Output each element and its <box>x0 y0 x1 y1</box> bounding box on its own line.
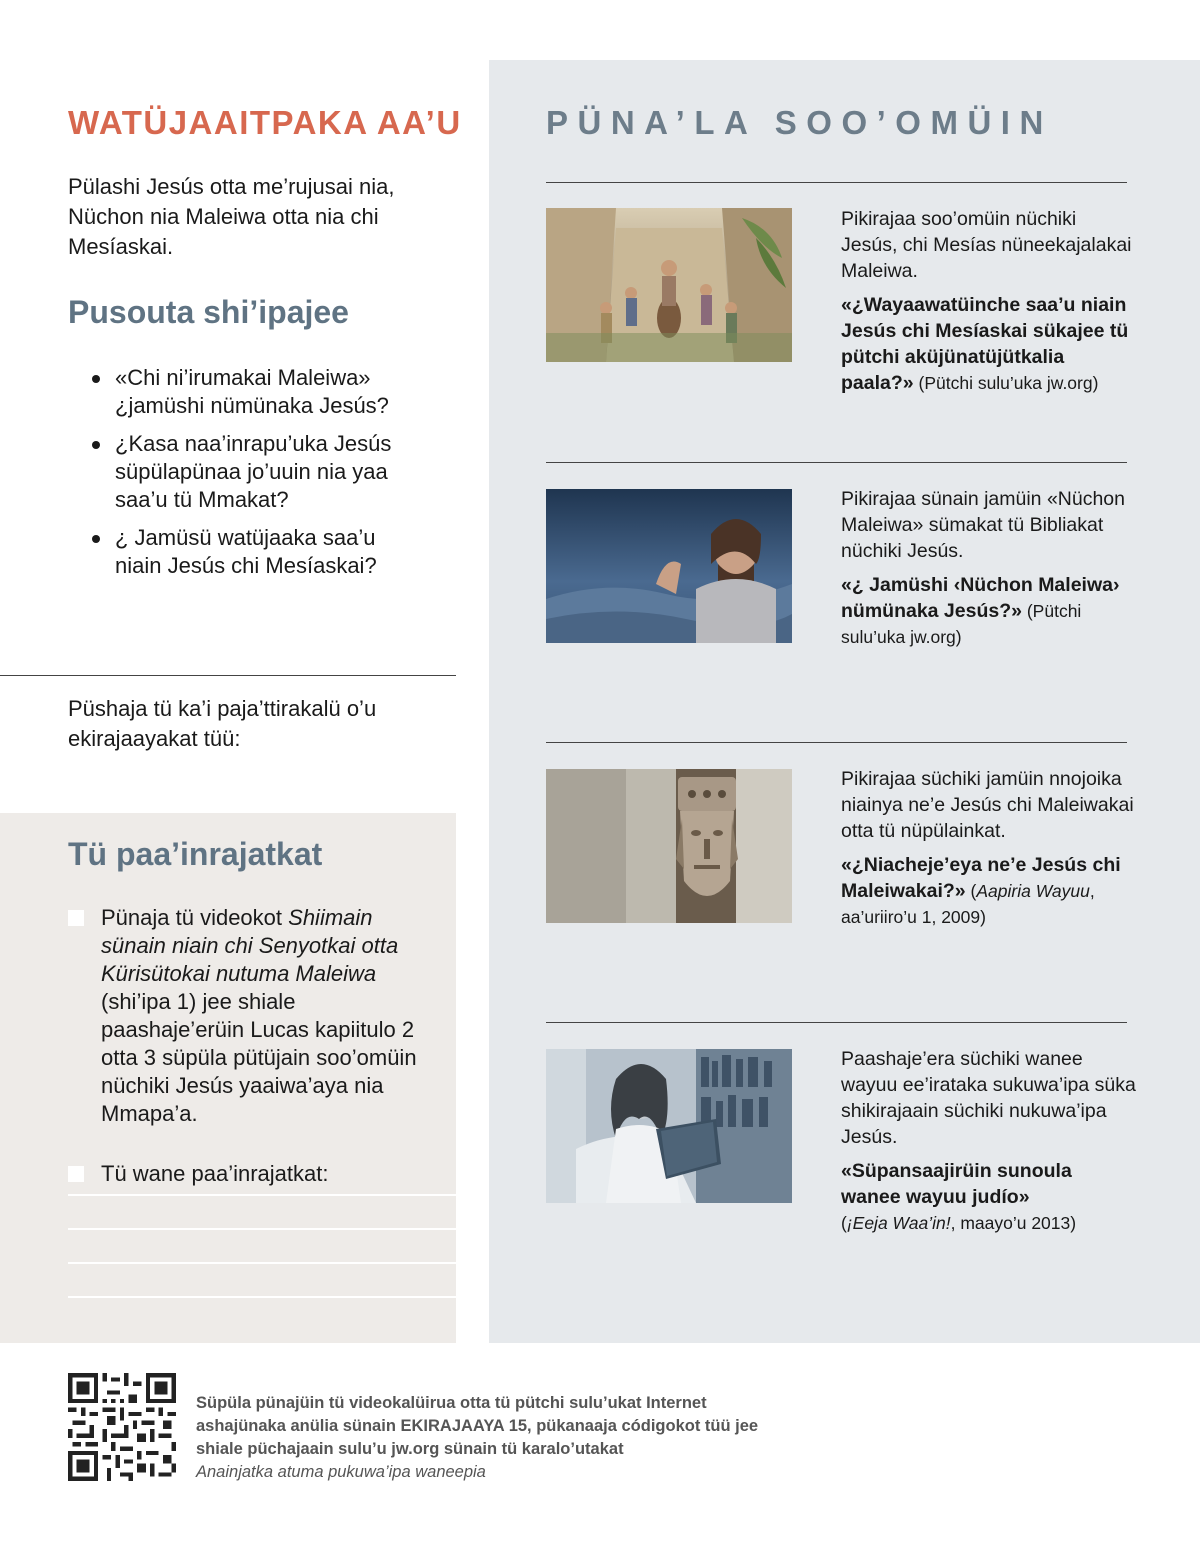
resource-source: (Pütchi sulu’uka jw.org) <box>913 373 1099 393</box>
resource-source-publication: ¡Eeja Waa’in! <box>846 1213 951 1233</box>
assignment-checkbox[interactable] <box>68 1166 84 1182</box>
resource-description: Pikirajaa süchiki jamüin nnojoika niainya ne’e Jesús chi Maleiwakai otta tü nüpülainkat. <box>841 768 1134 842</box>
photo-image <box>546 1049 792 1203</box>
summary-heading: WATÜJAAITPAKA AA’U <box>68 104 462 141</box>
review-question: ¿ Jamüsü watüjaaka saa’u niain Jesús chi Mesíaskai? <box>88 524 418 580</box>
resource-title-link[interactable]: «¿Wayaawatüinche saa’u niain Jesús chi Mesíaskai sükajee tü pütchi aküjünatüjütkalia paala?» <box>841 294 1129 394</box>
resource-description: Pikirajaa sünain jamüin «Nüchon Maleiwa» sümakat tü Bibliakat nüchiki Jesús. <box>841 488 1125 562</box>
illustration-image <box>546 208 792 362</box>
resource-source-publication: Aapiria Wayuu <box>976 881 1090 901</box>
jesus-praying-night-illustration[interactable] <box>546 489 792 643</box>
discover-more-heading: PÜNA’LA SOO’OMÜIN <box>546 104 1053 141</box>
resource-title-link[interactable]: «¿Niacheje’eya ne’e Jesús chi Maleiwakai?» <box>841 854 1121 902</box>
three-faced-trinity-carving-photo[interactable] <box>546 769 792 923</box>
resource-source: (Pütchi sulu’uka jw.org) <box>841 601 1082 647</box>
video-title: Shiimain sünain niain chi Senyotkai otta Kürisütokai nutuma Maleiwa <box>101 905 399 986</box>
divider <box>546 182 1127 183</box>
resource-source: , aa’uriiro’u 1, 2009) <box>841 881 1095 927</box>
task-prefix: Pünaja tü videokot <box>101 905 289 930</box>
resource-item: Paashaje’era süchiki wanee wayuu ee’irataka sukuwa’ipa süka shikirajaain süchiki nukuwa’ipa Jesús. «Süpansaajirüin sunoula wanee wayuu judío» (¡Eeja Waa’in!, maayo’u 2013) <box>841 1048 1136 1233</box>
review-question: ¿Kasa naa’inrapu’uka Jesús süpülapünaa jo’uuin nia yaa saa’u tü Mmakat? <box>88 430 418 514</box>
resource-title-link[interactable]: «Süpansaajirüin sunoula wanee wayuu judío» <box>841 1160 1072 1208</box>
review-heading: Pusouta shi’ipajee <box>68 294 349 330</box>
divider <box>546 1022 1127 1023</box>
write-line[interactable] <box>68 1296 456 1298</box>
resource-item <box>841 206 1136 396</box>
summary-text: Pülashi Jesús otta me’rujusai nia, Nüchon nia Maleiwa otta nia chi Mesíaskai. <box>68 174 395 259</box>
assignment-heading: Tü paa’inrajatkat <box>68 836 323 872</box>
other-assignment-label: Tü wane paa’inrajatkat: <box>101 1161 329 1186</box>
resource-item <box>841 486 1136 650</box>
illustration-image <box>546 489 792 643</box>
assignment-checkbox[interactable] <box>68 910 84 926</box>
jesus-entering-jerusalem-illustration[interactable] <box>546 208 792 362</box>
write-line[interactable] <box>68 1228 456 1230</box>
divider <box>546 742 1127 743</box>
task-suffix: (shi’ipa 1) jee shiale paashaje’erüin Lucas kapiitulo 2 otta 3 süpüla pütüjain soo’omüin nüchiki Jesús yaaiwa’aya nia Mmapa’a. <box>101 989 417 1126</box>
review-question: «Chi ni’irumakai Maleiwa» ¿jamüshi nümünaka Jesús? <box>88 364 418 420</box>
try-this-text: Püshaja tü ka’i paja’ttirakalü o’u ekirajaayakat tüü: <box>68 696 377 751</box>
photo-image <box>546 769 792 923</box>
footer-instructions: Süpüla pünajüin tü videokalüirua otta tü pütchi sulu’ukat Internet ashajünaka anülia sünain EKIRAJAAYA 15, pükanaaja códigokot tüü jee shiale püchajaain sulu’u jw.org sünain tü karalo’utakat <box>196 1394 759 1458</box>
assignment-other <box>68 1160 438 1188</box>
qr-code-graphic <box>68 1373 176 1481</box>
divider <box>546 462 1127 463</box>
resource-description: Paashaje’era süchiki wanee wayuu ee’irataka sukuwa’ipa süka shikirajaain süchiki nukuwa’ipa Jesús. <box>841 1048 1136 1148</box>
woman-reading-book-photo[interactable] <box>546 1049 792 1203</box>
assignment-list <box>68 904 438 1188</box>
footer-tagline: Anainjatka atuma pukuwa’ipa waneepia <box>196 1463 486 1481</box>
footer-text <box>196 1392 796 1484</box>
assignment-task <box>68 904 438 1128</box>
resource-title-link[interactable]: «¿ Jamüshi ‹Nüchon Maleiwa› nümünaka Jesús?» <box>841 574 1120 622</box>
write-line[interactable] <box>68 1194 456 1196</box>
qr-code-icon[interactable] <box>68 1373 176 1481</box>
write-line[interactable] <box>68 1262 456 1264</box>
resource-description: Pikirajaa soo’omüin nüchiki Jesús, chi Mesías nüneekajalakai Maleiwa. <box>841 208 1132 282</box>
resource-item: Pikirajaa süchiki jamüin nnojoika niainya ne’e Jesús chi Maleiwakai otta tü nüpülainkat. «¿Niacheje’eya ne’e Jesús chi Maleiwakai?» (Aapiria Wayuu, aa’uriiro’u 1, 2009) <box>841 766 1136 930</box>
divider <box>0 675 456 676</box>
review-questions <box>88 364 418 590</box>
resource-source: , maayo’u 2013) <box>950 1213 1077 1233</box>
